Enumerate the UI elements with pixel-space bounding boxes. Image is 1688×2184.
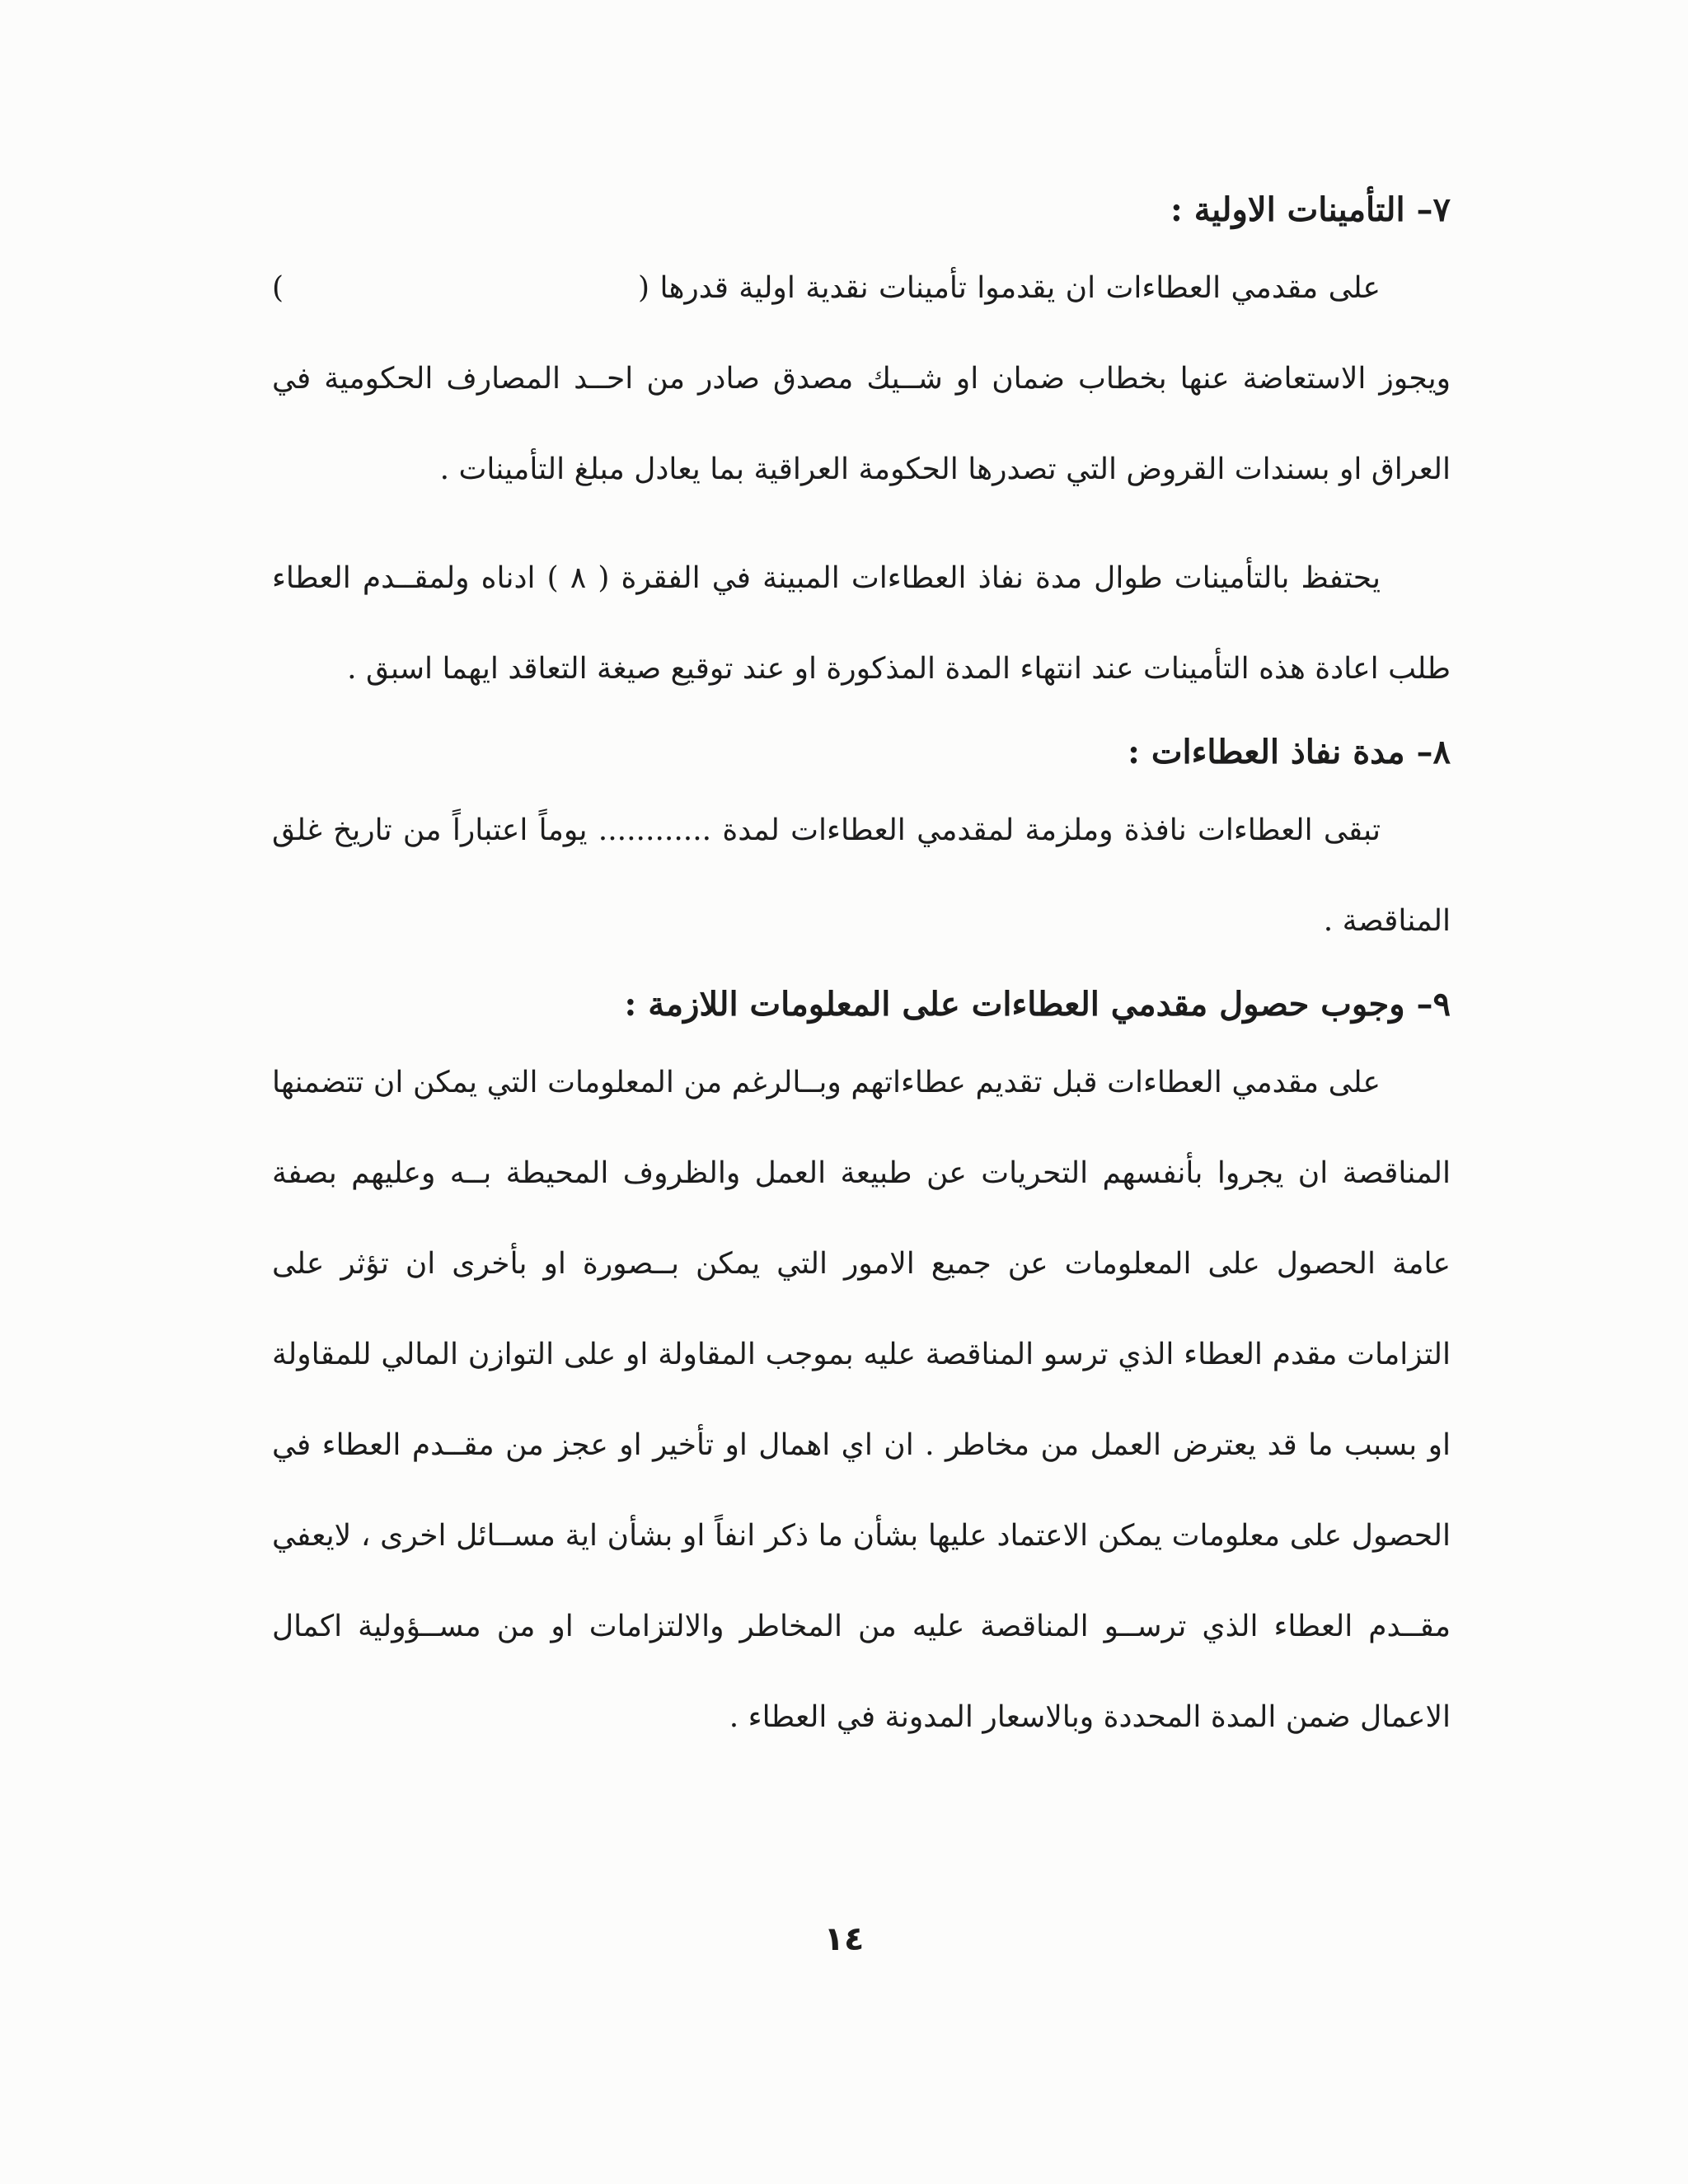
section-9-paragraph-1: على مقدمي العطاءات قبل تقديم عطاءاتهم وبــالرغم من المعلومات التي يمكن ان تتضمنها المناقصة ان يجروا بأنفسهم التحريات عن طبيعة العمل والظروف المحيطة بــه وعليهم بصفة عامة الحصول على المعلومات عن جميع الامور التي يمكن بــصورة او بأخرى ان تؤثر على التزامات مقدم العطاء الذي ترسو المناقصة عليه بموجب المقاولة او على التوازن المالي للمقاولة او بسبب ما قد يعترض العمل من مخاطر . ان اي اهمال او تأخير او عجز من مقــدم العطاء في الحصول على معلومات يمكن الاعتماد عليها بشأن ما ذكر انفاً او بشأن اية مســائل اخرى ، لايعفي مقــدم العطاء الذي ترســو المناقصة عليه من المخاطر والالتزامات او من مســؤولية اكمال الاعمال ضمن المدة المحددة وبالاسعار المدونة في العطاء . (272, 1066, 1451, 1734)
section-7-paragraph-2: يحتفظ بالتأمينات طوال مدة نفاذ العطاءات المبينة في الفقرة ( ٨ ) ادناه ولمقــدم العطاء طلب اعادة هذه التأمينات عند انتهاء المدة المذكورة او عند توقيع صيغة التعاقد ايهما اسبق . (272, 561, 1451, 686)
page-number: ١٤ (823, 1920, 865, 1958)
section-8-heading: ٨– مدة نفاذ العطاءات : (1128, 733, 1451, 771)
section-7-heading: ٧– التأمينات الاولية : (1170, 190, 1451, 229)
section-7-paragraph-1 (272, 243, 1451, 515)
section-7-paragraph-1-close-paren: ) (272, 271, 284, 305)
section-7-paragraph-1-rest: ويجوز الاستعاضة عنها بخطاب ضمان او شــيك مصدق صادر من احــد المصارف الحكومية في العراق او بسندات القروض التي تصدرها الحكومة العراقية بما يعادل مبلغ التأمينات . (272, 362, 1451, 486)
section-7-paragraph-1-start: على مقدمي العطاءات ان يقدموا تأمينات نقدية اولية قدرها ( (638, 271, 1381, 305)
spacer (272, 515, 1451, 533)
page-body (272, 177, 1451, 1763)
section-9-heading: ٩– وجوب حصول مقدمي العطاءات على المعلومات اللازمة : (624, 985, 1451, 1024)
section-8-paragraph-1: تبقى العطاءات نافذة وملزمة لمقدمي العطاءات لمدة ............ يوماً اعتباراً من تاريخ غلق المناقصة . (272, 813, 1451, 938)
